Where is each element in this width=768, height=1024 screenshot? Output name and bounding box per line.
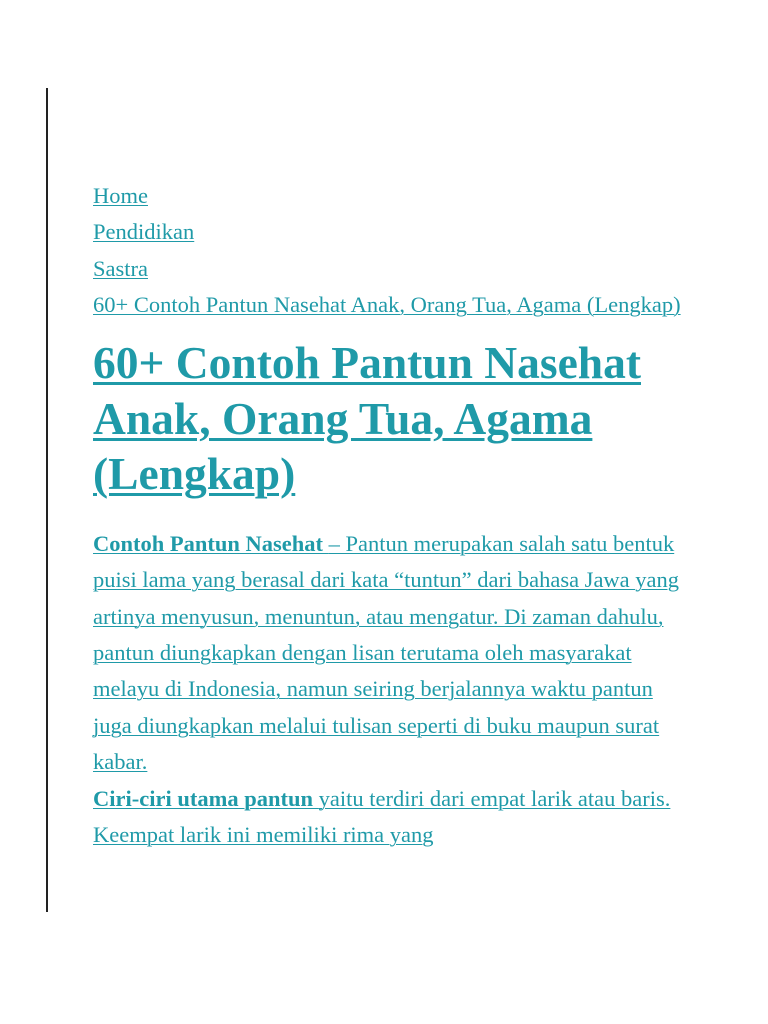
breadcrumb-link-pendidikan[interactable]: Pendidikan [93, 219, 195, 245]
breadcrumb-link-home[interactable]: Home [93, 183, 148, 208]
breadcrumb-item-current [93, 287, 683, 323]
breadcrumb-item-pendidikan [93, 214, 683, 250]
page-content [93, 178, 683, 853]
breadcrumb-link-sastra[interactable]: Sastra [93, 255, 148, 281]
breadcrumb [93, 178, 683, 323]
page-title[interactable]: 60+ Contoh Pantun Nasehat Anak, Orang Tua, Agama (Lengkap) [93, 337, 641, 500]
article-link-1[interactable] [93, 531, 679, 774]
paragraph-1-bold: Contoh Pantun Nasehat [93, 530, 329, 556]
paragraph-1-text: – Pantun merupakan salah satu bentuk puisi lama yang berasal dari kata “tuntun” dari bahasa Jawa yang artinya menyusun, menuntun, atau mengatur. Di zaman dahulu, pantun diungkapkan dengan lisan terutama oleh masyarakat melayu di Indonesia, namun seiring berjalannya waktu pantun juga diungkapkan melalui tulisan seperti di buku maupun surat kabar. [93, 530, 680, 775]
breadcrumb-item-sastra [93, 251, 683, 287]
left-margin-rule [46, 88, 48, 912]
paragraph-2-bold: Ciri-ciri utama pantun [93, 785, 319, 811]
article-paragraph-1 [93, 526, 683, 781]
article-paragraph-2 [93, 781, 683, 854]
breadcrumb-item-home [93, 178, 683, 214]
article-link-2[interactable] [93, 786, 670, 847]
breadcrumb-link-current[interactable]: 60+ Contoh Pantun Nasehat Anak, Orang Tua, Agama (Lengkap) [93, 291, 681, 317]
article-body [93, 526, 683, 854]
paragraph-2-text: yaitu terdiri dari empat larik atau baris. Keempat larik ini memiliki rima yang [93, 785, 671, 847]
